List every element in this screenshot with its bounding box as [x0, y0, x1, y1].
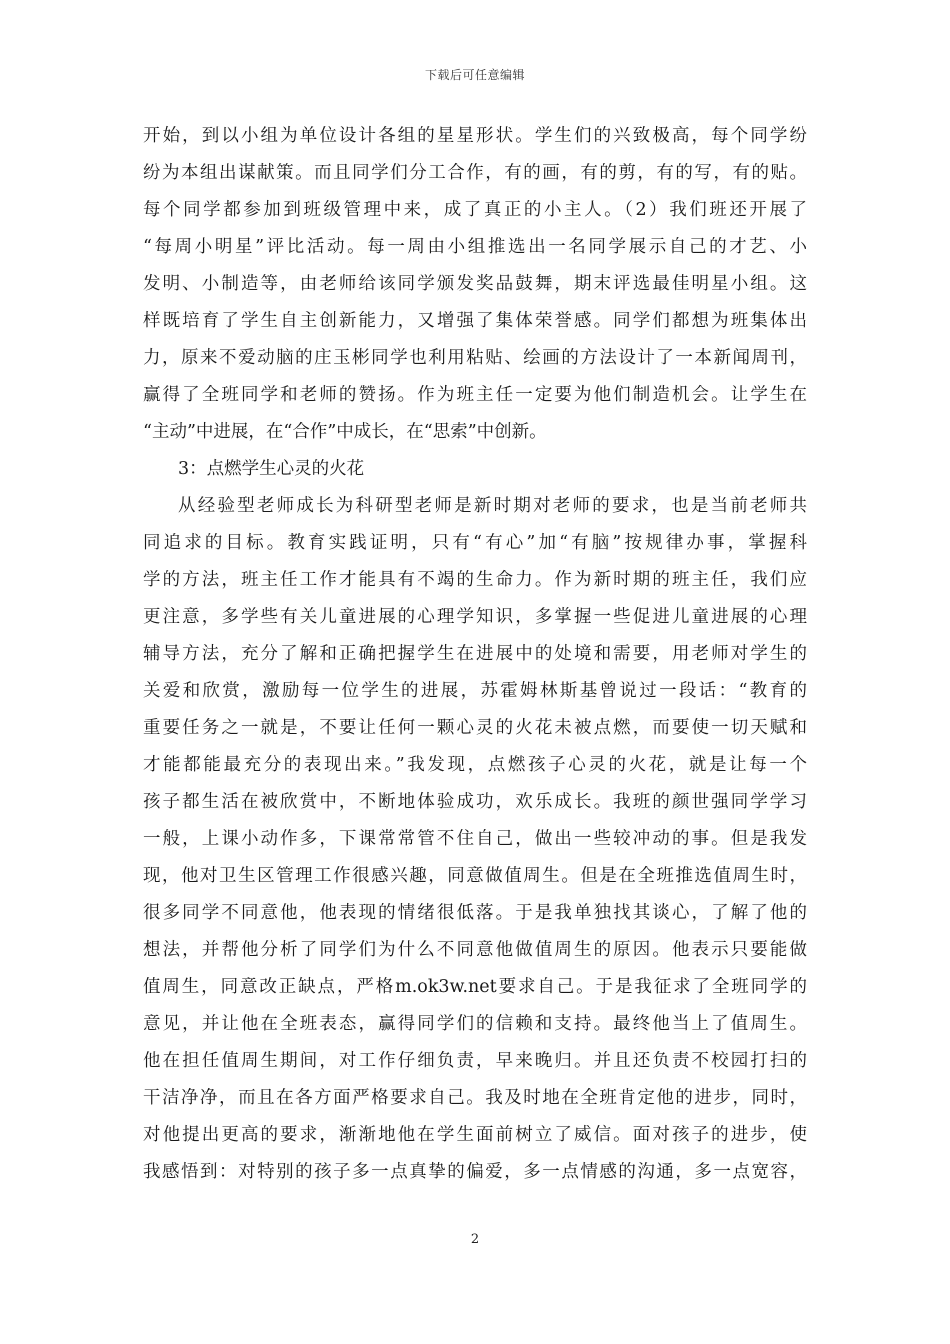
- text-line: 学的方法，班主任工作才能具有不竭的生命力。作为新时期的班主任，我们应: [143, 570, 807, 590]
- text-line: 我感悟到：对特别的孩子多一点真挚的偏爱，多一点情感的沟通，多一点宽容，: [143, 1162, 807, 1182]
- document-body: [143, 118, 807, 1191]
- text-line: 现，他对卫生区管理工作很感兴趣，同意做值周生。但是在全班推选值周生时，: [143, 866, 807, 886]
- section-heading: 3：点燃学生心灵的火花: [178, 459, 365, 479]
- text-line: 更注意，多学些有关儿童进展的心理学知识，多掌握一些促进儿童进展的心理: [143, 607, 807, 627]
- page-header: 下载后可任意编辑: [424, 68, 525, 82]
- text-line: 关爱和欣赏，激励每一位学生的进展，苏霍姆林斯基曾说过一段话：“教育的: [143, 681, 807, 701]
- text-line: 重要任务之一就是，不要让任何一颗心灵的火花未被点燃，而要使一切天赋和: [143, 718, 807, 738]
- text-line: 很多同学不同意他，他表现的情绪很低落。于是我单独找其谈心，了解了他的: [143, 903, 807, 923]
- text-line: 孩子都生活在被欣赏中，不断地体验成功，欢乐成长。我班的颜世强同学学习: [143, 792, 807, 812]
- page-number: 2: [470, 1232, 480, 1247]
- text-line: 对他提出更高的要求，渐渐地他在学生面前树立了威信。面对孩子的进步，使: [143, 1125, 807, 1145]
- text-line: 辅导方法，充分了解和正确把握学生在进展中的处境和需要，用老师对学生的: [143, 644, 807, 664]
- text-line: “主动”中进展，在“合作”中成长，在“思索”中创新。: [143, 422, 547, 442]
- text-line: 想法，并帮他分析了同学们为什么不同意他做值周生的原因。他表示只要能做: [143, 940, 807, 960]
- text-line: 从经验型老师成长为科研型老师是新时期对老师的要求，也是当前老师共: [178, 496, 807, 516]
- text-line: 才能都能最充分的表现出来。”我发现，点燃孩子心灵的火花，就是让每一个: [143, 755, 807, 775]
- text-line: 纷为本组出谋献策。而且同学们分工合作，有的画，有的剪，有的写，有的贴。: [143, 163, 807, 183]
- text-line: 力，原来不爱动脑的庄玉彬同学也利用粘贴、绘画的方法设计了一本新闻周刊，: [143, 348, 807, 368]
- text-line: 每个同学都参加到班级管理中来，成了真正的小主人。（2）我们班还开展了: [143, 200, 807, 220]
- text-line: 值周生，同意改正缺点，严格m.ok3w.net要求自己。于是我征求了全班同学的: [143, 977, 807, 997]
- text-line: 他在担任值周生期间，对工作仔细负责，早来晚归。并且还负责不校园打扫的: [143, 1051, 807, 1071]
- text-line: 赢得了全班同学和老师的赞扬。作为班主任一定要为他们制造机会。让学生在: [143, 385, 807, 405]
- text-line: “每周小明星”评比活动。每一周由小组推选出一名同学展示自己的才艺、小: [143, 237, 807, 257]
- text-line: 发明、小制造等，由老师给该同学颁发奖品鼓舞，期末评选最佳明星小组。这: [143, 274, 807, 294]
- text-line: 样既培育了学生自主创新能力，又增强了集体荣誉感。同学们都想为班集体出: [143, 311, 807, 331]
- text-line: 开始，到以小组为单位设计各组的星星形状。学生们的兴致极高，每个同学纷: [143, 126, 807, 146]
- text-line: 一般，上课小动作多，下课常常管不住自己，做出一些较冲动的事。但是我发: [143, 829, 807, 849]
- text-line: 同追求的目标。教育实践证明，只有“有心”加“有脑”按规律办事，掌握科: [143, 533, 807, 553]
- text-line: 意见，并让他在全班表态，赢得同学们的信赖和支持。最终他当上了值周生。: [143, 1014, 807, 1034]
- text-line: 干洁净净，而且在各方面严格要求自己。我及时地在全班肯定他的进步，同时，: [143, 1088, 807, 1108]
